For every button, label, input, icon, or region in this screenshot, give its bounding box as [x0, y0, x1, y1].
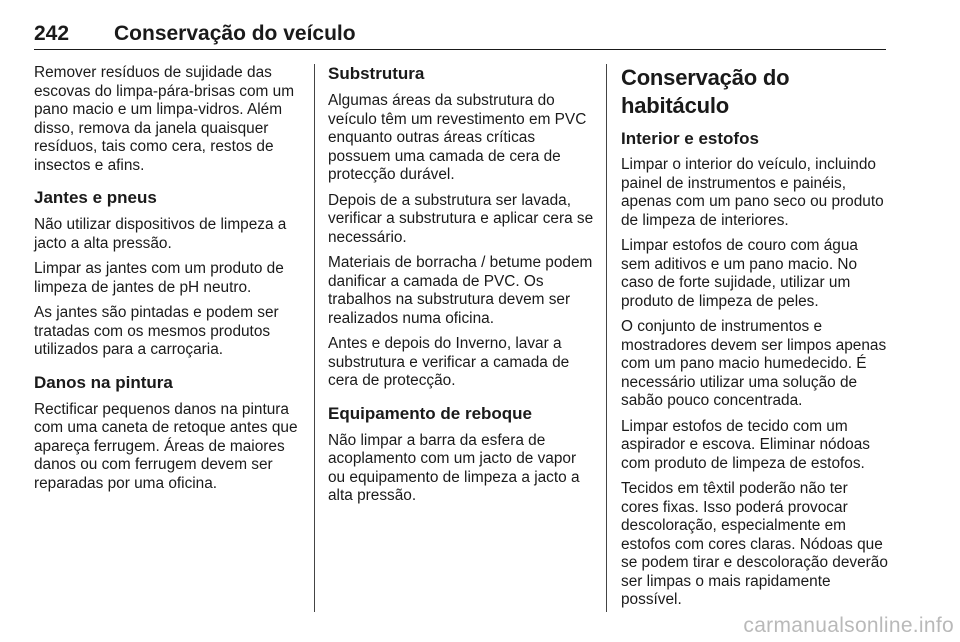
page-header [34, 23, 886, 50]
paragraph-painted-rims: As jantes são pintadas e podem ser tratadas com os mesmos produtos utilizados para a carroçaria. [34, 304, 279, 358]
paragraph-wiper-cleaning: Remover resíduos de sujidade das escovas do limpa-pára-brisas com um pano macio e um limpa-vidros. Além disso, remova da janela quaisquer resíduos, tais como cera, restos de insectos e afins. [34, 64, 295, 174]
heading-jantes-e-pneus: Jantes e pneus [34, 188, 157, 207]
heading-interior-e-estofos: Interior e estofos [621, 129, 759, 148]
paragraph-winter: Antes e depois do Inverno, lavar a substrutura e verificar a camada de cera de protecção. [328, 335, 570, 389]
column-divider-1 [314, 64, 315, 612]
heading-danos-na-pintura: Danos na pintura [34, 372, 173, 392]
paragraph-after-washing: Depois de a substrutura ser lavada, verificar a substrutura e aplicar cera se necessário. [328, 191, 594, 246]
paragraph-no-high-pressure: Não utilizar dispositivos de limpeza a jacto a alta pressão. [34, 216, 287, 252]
paragraph-fabric: Limpar estofos de tecido com um aspirador e escova. Eliminar nódoas com produto de limpeza de estofos. [621, 417, 870, 472]
page-number: 242 [34, 22, 70, 45]
running-title: Conservação do veículo [114, 22, 356, 45]
column-2 [328, 64, 596, 513]
paragraph-instruments: O conjunto de instrumentos e mostradores devem ser limpos apenas com um pano macio humedecido. É necessário utilizar uma solução de sabão pouco concentrada. [621, 318, 887, 409]
column-divider-2 [606, 64, 607, 612]
paragraph-paint-damage: Rectificar pequenos danos na pintura com uma caneta de retoque antes que apareça ferrugem. Áreas de maiores danos ou com ferrugem devem ser reparadas por uma oficina. [34, 400, 298, 492]
column-1 [34, 64, 302, 500]
paragraph-clean-interior: Limpar o interior do veículo, incluindo painel de instrumentos e painéis, apenas com um pano seco ou produto de limpeza de interiores. [621, 156, 884, 229]
paragraph-towing-bar: Não limpar a barra da esfera de acoplamento com um jacto de vapor ou equipamento de limpeza a jacto a alta pressão. [328, 431, 580, 504]
paragraph-textile-colors: Tecidos em têxtil poderão não ter cores fixas. Isso poderá provocar descoloração, especialmente em estofos com cores claras. Nódoas que se podem tirar e descoloração deverão ser limpas o mais rapidamente possível. [621, 480, 888, 608]
paragraph-rubber-bitumen: Materiais de borracha / betume podem danificar a camada de PVC. Os trabalhos na substrutura devem ser realizados numa oficina. [328, 254, 593, 327]
column-3 [621, 64, 889, 617]
paragraph-leather: Limpar estofos de couro com água sem aditivos e um pano macio. No caso de forte sujidade, utilizar um produto de limpeza de peles. [621, 237, 858, 310]
heading-conservacao-do-habitaculo: Conservação do habitáculo [621, 65, 790, 118]
paragraph-clean-rims: Limpar as jantes com um produto de limpeza de jantes de pH neutro. [34, 260, 284, 296]
heading-substrutura: Substrutura [328, 64, 425, 83]
paragraph-pvc-coating: Algumas áreas da substrutura do veículo têm um revestimento em PVC enquanto outras áreas críticas possuem uma camada de cera de protecção durável. [328, 92, 587, 183]
heading-equipamento-de-reboque: Equipamento de reboque [328, 403, 533, 423]
watermark-text: carmanualsonline.info [743, 614, 954, 637]
